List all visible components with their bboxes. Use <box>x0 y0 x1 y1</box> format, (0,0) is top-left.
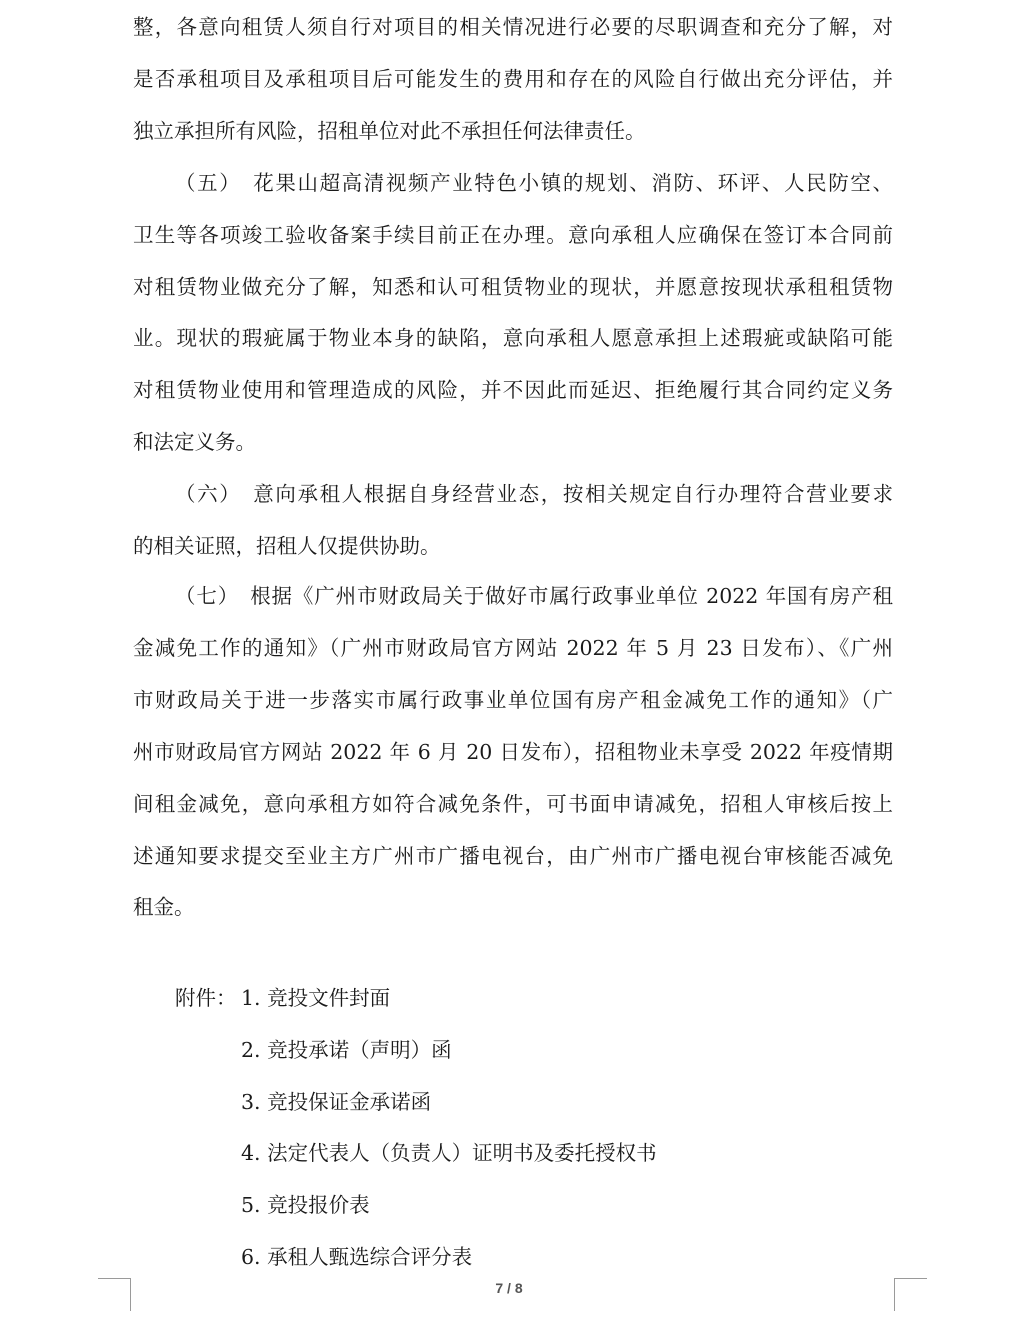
paragraph-line: 整，各意向租赁人须自行对项目的相关情况进行必要的尽职调查和充分了解，对 <box>133 15 893 39</box>
paragraph-line: （七） 根据《广州市财政局关于做好市属行政事业单位 2022 年国有房产租 <box>175 584 893 608</box>
paragraph-line: 州市财政局官方网站 2022 年 6 月 20 日发布），招租物业未享受 2022 年疫情期 <box>133 740 893 764</box>
page-number: 7 / 8 <box>495 1280 523 1296</box>
paragraph-line: 对租赁物业使用和管理造成的风险，并不因此而延迟、拒绝履行其合同约定义务 <box>133 378 893 402</box>
attachment-item: 4. 法定代表人（负责人）证明书及委托授权书 <box>241 1141 657 1165</box>
paragraph-line: 卫生等各项竣工验收备案手续目前正在办理。意向承租人应确保在签订本合同前 <box>133 223 893 247</box>
paragraph-line: 的相关证照，招租人仅提供协助。 <box>133 534 441 558</box>
paragraph-line: 述通知要求提交至业主方广州市广播电视台，由广州市广播电视台审核能否减免 <box>133 844 893 868</box>
paragraph-line: 间租金减免，意向承租方如符合减免条件，可书面申请减免，招租人审核后按上 <box>133 792 893 816</box>
attachment-item: 2. 竞投承诺（声明）函 <box>241 1038 452 1062</box>
paragraph-line: 和法定义务。 <box>133 430 256 454</box>
attachment-item: 5. 竞投报价表 <box>241 1193 370 1217</box>
attachment-item: 1. 竞投文件封面 <box>241 986 391 1010</box>
paragraph-line: 租金。 <box>133 895 195 919</box>
attachment-item: 6. 承租人甄选综合评分表 <box>241 1245 473 1269</box>
attachment-item: 3. 竞投保证金承诺函 <box>241 1090 432 1114</box>
paragraph-line: 业。现状的瑕疵属于物业本身的缺陷，意向承租人愿意承担上述瑕疵或缺陷可能 <box>133 326 893 350</box>
paragraph-line: 金减免工作的通知》（广州市财政局官方网站 2022 年 5 月 23 日发布）、《广州 <box>133 636 893 660</box>
paragraph-line: 对租赁物业做充分了解，知悉和认可租赁物业的现状，并愿意按现状承租租赁物 <box>133 275 893 299</box>
attachments-label: 附件： <box>175 986 237 1010</box>
paragraph-line: 市财政局关于进一步落实市属行政事业单位国有房产租金减免工作的通知》（广 <box>133 688 893 712</box>
paragraph-line: 独立承担所有风险，招租单位对此不承担任何法律责任。 <box>133 119 646 143</box>
paragraph-line: 是否承租项目及承租项目后可能发生的费用和存在的风险自行做出充分评估，并 <box>133 67 893 91</box>
paragraph-line: （五） 花果山超高清视频产业特色小镇的规划、消防、环评、人民防空、 <box>175 171 893 195</box>
paragraph-line: （六） 意向承租人根据自身经营业态，按相关规定自行办理符合营业要求 <box>175 482 893 506</box>
